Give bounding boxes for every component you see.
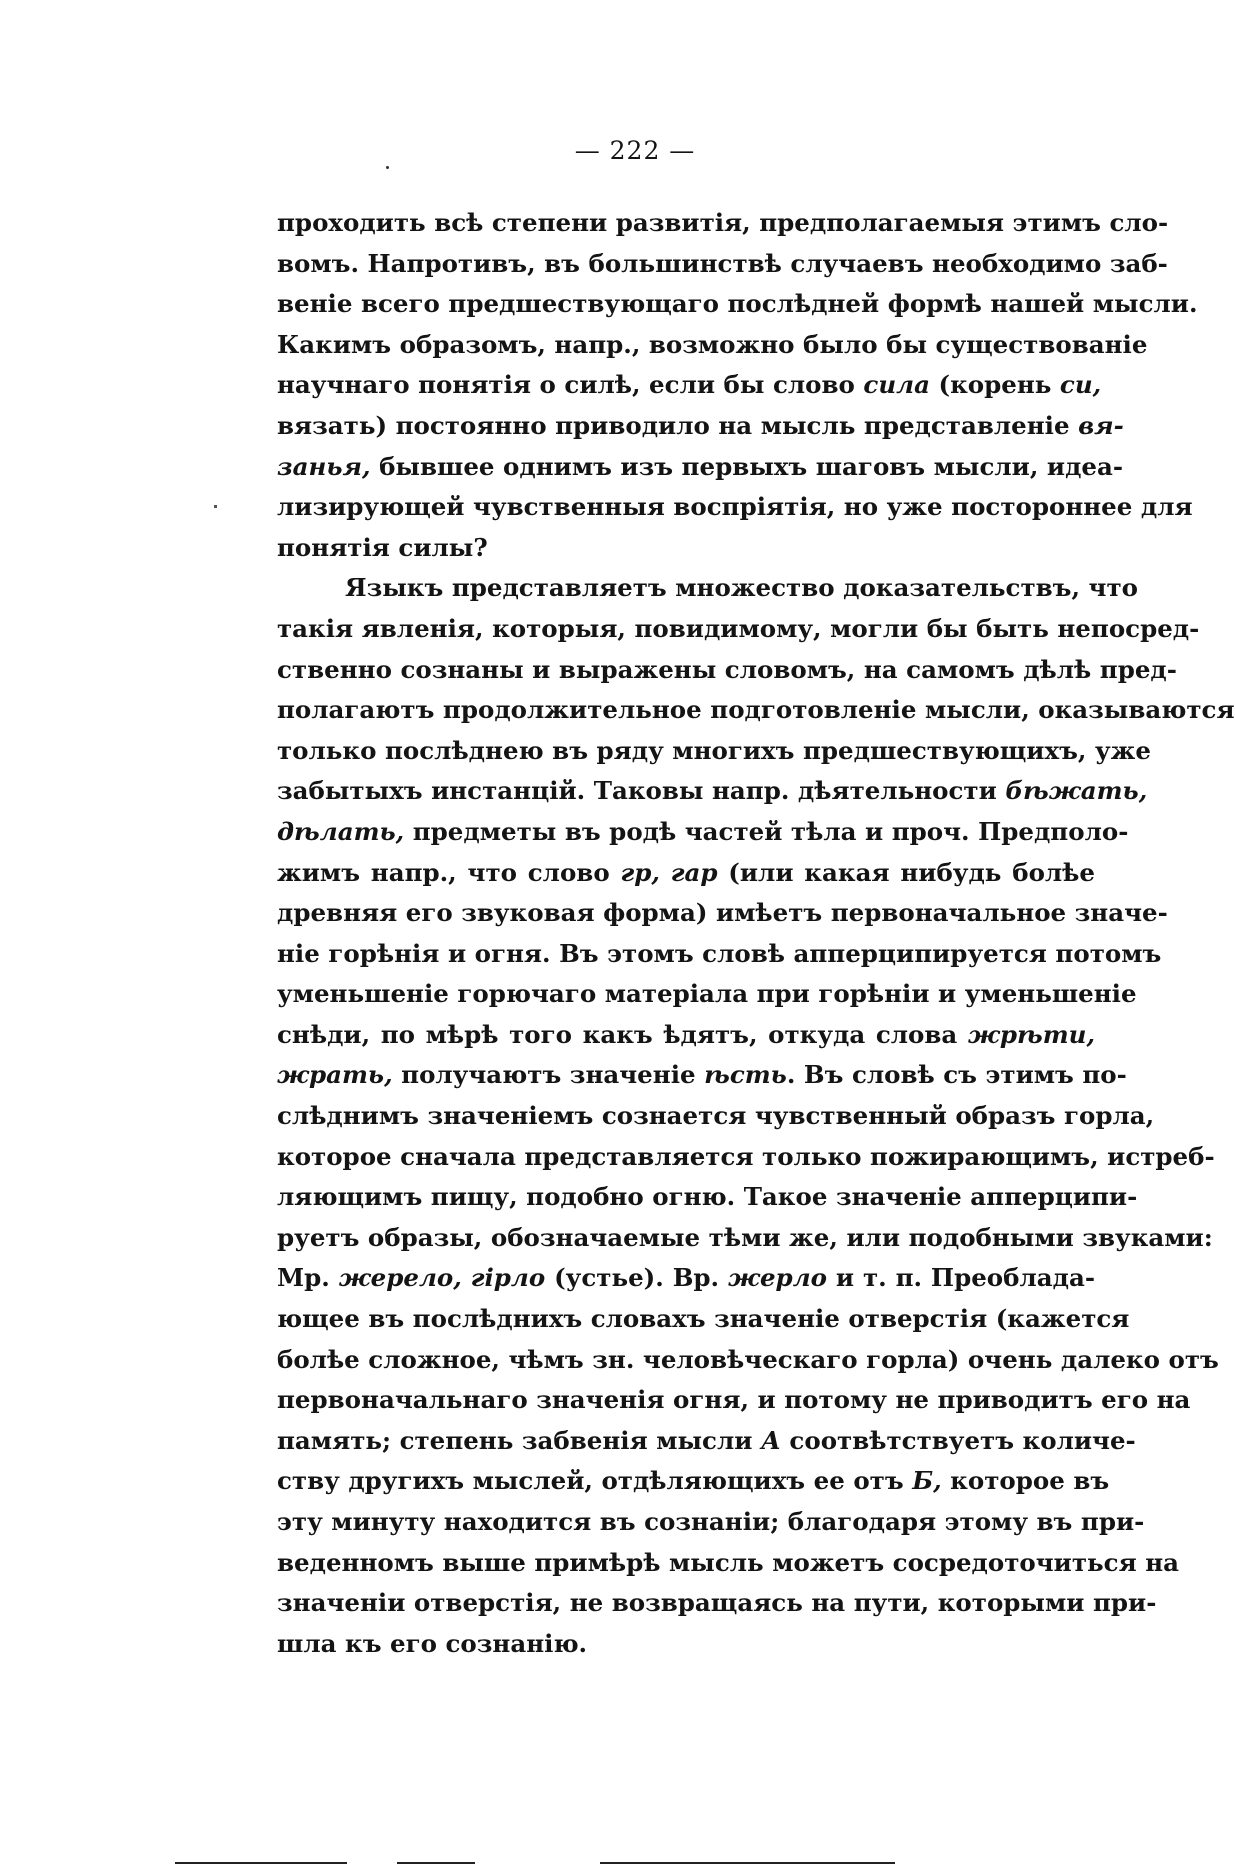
text-segment: полагаютъ продолжительное подготовленіе мысли, оказываются [277, 695, 1235, 725]
text-segment: ляющимъ пищу, подобно огню. Такое значеніе апперципи- [277, 1182, 1138, 1212]
paragraph [277, 568, 1235, 1664]
text-line [277, 609, 1200, 650]
italic-term: гр, гар [620, 857, 718, 887]
italic-term: сила [863, 370, 930, 400]
text-segment: проходить всѣ степени развитія, предполагаемыя этимъ сло- [277, 208, 1169, 237]
text-segment: ніе горѣнія и огня. Въ этомъ словѣ апперципируется потомъ [277, 938, 1162, 968]
text-line [277, 1218, 1213, 1259]
text-segment: вомъ. Напротивъ, въ большинствѣ случаевъ необходимо заб- [277, 248, 1168, 278]
text-line [277, 528, 1095, 569]
text-line [277, 1258, 1095, 1299]
italic-term: жрать, [277, 1060, 393, 1090]
text-line [277, 568, 1138, 609]
italic-term: А [760, 1425, 781, 1455]
text-line [277, 1137, 1215, 1178]
text-line [277, 1380, 1191, 1421]
text-segment: которое сначала представляется только пожирающимъ, истреб- [277, 1141, 1215, 1171]
text-segment: которое въ [941, 1466, 1110, 1496]
text-line [277, 1015, 1095, 1056]
text-line [277, 731, 1151, 772]
page-number: — 222 — [574, 136, 696, 165]
text-segment: память; степень забвенія мысли [277, 1425, 761, 1455]
text-segment: и т. п. Преоблада- [826, 1263, 1095, 1293]
text-segment: жимъ напр., что слово [277, 857, 621, 887]
text-line [277, 1055, 1127, 1096]
text-line [277, 1543, 1180, 1584]
stray-ink-mark [386, 166, 389, 169]
text-line [277, 853, 1095, 894]
text-segment: . Въ словѣ съ этимъ по- [786, 1060, 1127, 1090]
text-line [277, 1583, 1157, 1624]
text-segment: Какимъ образомъ, напр., возможно было бы существованіе [277, 329, 1148, 359]
text-segment: ству другихъ мыслей, отдѣляющихъ ее отъ [277, 1466, 913, 1496]
text-line [277, 1421, 1136, 1462]
text-segment: первоначальнаго значенія огня, и потому не приводитъ его на [277, 1385, 1191, 1415]
text-line [277, 893, 1168, 934]
text-segment: снѣди, по мѣрѣ того какъ ѣдятъ, откуда слова [277, 1019, 968, 1049]
text-segment: научнаго понятія о силѣ, если бы слово [277, 370, 864, 400]
text-segment: Языкъ представляетъ множество доказательствъ, что [345, 573, 1138, 603]
italic-term: си, [1059, 370, 1102, 400]
text-segment: лизирующей чувственныя воспріятія, но уже постороннее для [277, 492, 1193, 522]
body-text [277, 203, 1235, 1664]
text-line [277, 650, 1177, 691]
text-line [277, 974, 1137, 1015]
text-segment: шла къ его сознанію. [277, 1628, 588, 1658]
text-line [277, 771, 1148, 812]
text-segment: понятія силы? [277, 532, 488, 562]
text-segment: ющее въ послѣднихъ словахъ значеніе отверстія (кажется [277, 1304, 1130, 1334]
text-segment: болѣе сложное, чѣмъ зн. человѣческаго горла) очень далеко отъ [277, 1344, 1219, 1374]
text-line [277, 1461, 1110, 1502]
text-line [277, 1340, 1219, 1381]
italic-term: жерло [727, 1263, 827, 1293]
text-line [277, 812, 1129, 853]
text-line [277, 1299, 1130, 1340]
text-line [277, 1177, 1138, 1218]
italic-term: жрѣти, [967, 1019, 1095, 1049]
text-segment: соотвѣтствуетъ количе- [780, 1425, 1136, 1455]
text-segment: значеніи отверстія, не возвращаясь на пути, которыми при- [277, 1588, 1157, 1618]
text-segment: предметы въ родѣ частей тѣла и проч. Предполо- [404, 816, 1129, 846]
italic-term: дѣлать, [277, 816, 405, 846]
bottom-rule-mid [397, 1862, 475, 1864]
paragraph [277, 203, 1198, 568]
text-line [277, 447, 1124, 488]
italic-term: жерело, гірло [338, 1263, 546, 1293]
text-line [277, 690, 1235, 731]
italic-term: бѣжать, [1005, 776, 1148, 806]
text-segment: (корень [929, 370, 1060, 400]
text-line [277, 284, 1198, 325]
text-segment: веніе всего предшествующаго послѣдней формѣ нашей мысли. [277, 289, 1198, 319]
text-segment: слѣднимъ значеніемъ сознается чувственный образъ горла, [277, 1101, 1155, 1131]
margin-tick-mark [214, 505, 217, 508]
text-line [277, 1096, 1155, 1137]
italic-term: ѣсть [704, 1060, 787, 1090]
text-segment: забытыхъ инстанцій. Таковы напр. дѣятельности [277, 776, 1006, 806]
text-line [277, 325, 1148, 366]
bottom-rule-right [600, 1862, 895, 1864]
text-line [277, 1624, 1095, 1665]
text-line [277, 203, 1169, 244]
text-line [277, 487, 1193, 528]
text-line [277, 365, 1102, 406]
text-segment: вязать) постоянно приводило на мысль представленіе [277, 410, 1079, 440]
text-segment: только послѣднею въ ряду многихъ предшествующихъ, уже [277, 735, 1151, 765]
italic-term: занья, [277, 451, 371, 481]
text-segment: руетъ образы, обозначаемые тѣми же, или подобными звуками: [277, 1222, 1213, 1252]
bottom-rule-left [175, 1862, 347, 1864]
text-line [277, 934, 1162, 975]
text-line [277, 244, 1168, 285]
text-segment: уменьшеніе горючаго матеріала при горѣніи и уменьшеніе [277, 979, 1137, 1009]
text-line [277, 1502, 1145, 1543]
text-segment: ственно сознаны и выражены словомъ, на самомъ дѣлѣ пред- [277, 654, 1177, 684]
text-line [277, 406, 1124, 447]
text-segment: получаютъ значеніе [392, 1060, 705, 1090]
text-segment: эту минуту находится въ сознаніи; благодаря этому въ при- [277, 1507, 1145, 1536]
text-segment: веденномъ выше примѣрѣ мысль можетъ сосредоточиться на [277, 1547, 1180, 1577]
text-segment: такія явленія, которыя, повидимому, могли бы быть непосред- [277, 613, 1200, 643]
italic-term: Б, [912, 1466, 942, 1496]
text-segment: бывшее однимъ изъ первыхъ шаговъ мысли, идеа- [370, 451, 1124, 481]
text-segment: (или какая нибудь болѣе [717, 857, 1095, 887]
text-segment: Мр. [277, 1263, 339, 1293]
text-segment: древняя его звуковая форма) имѣетъ первоначальное значе- [277, 898, 1168, 928]
italic-term: вя- [1078, 410, 1124, 440]
text-segment: (устье). Вр. [545, 1263, 728, 1293]
